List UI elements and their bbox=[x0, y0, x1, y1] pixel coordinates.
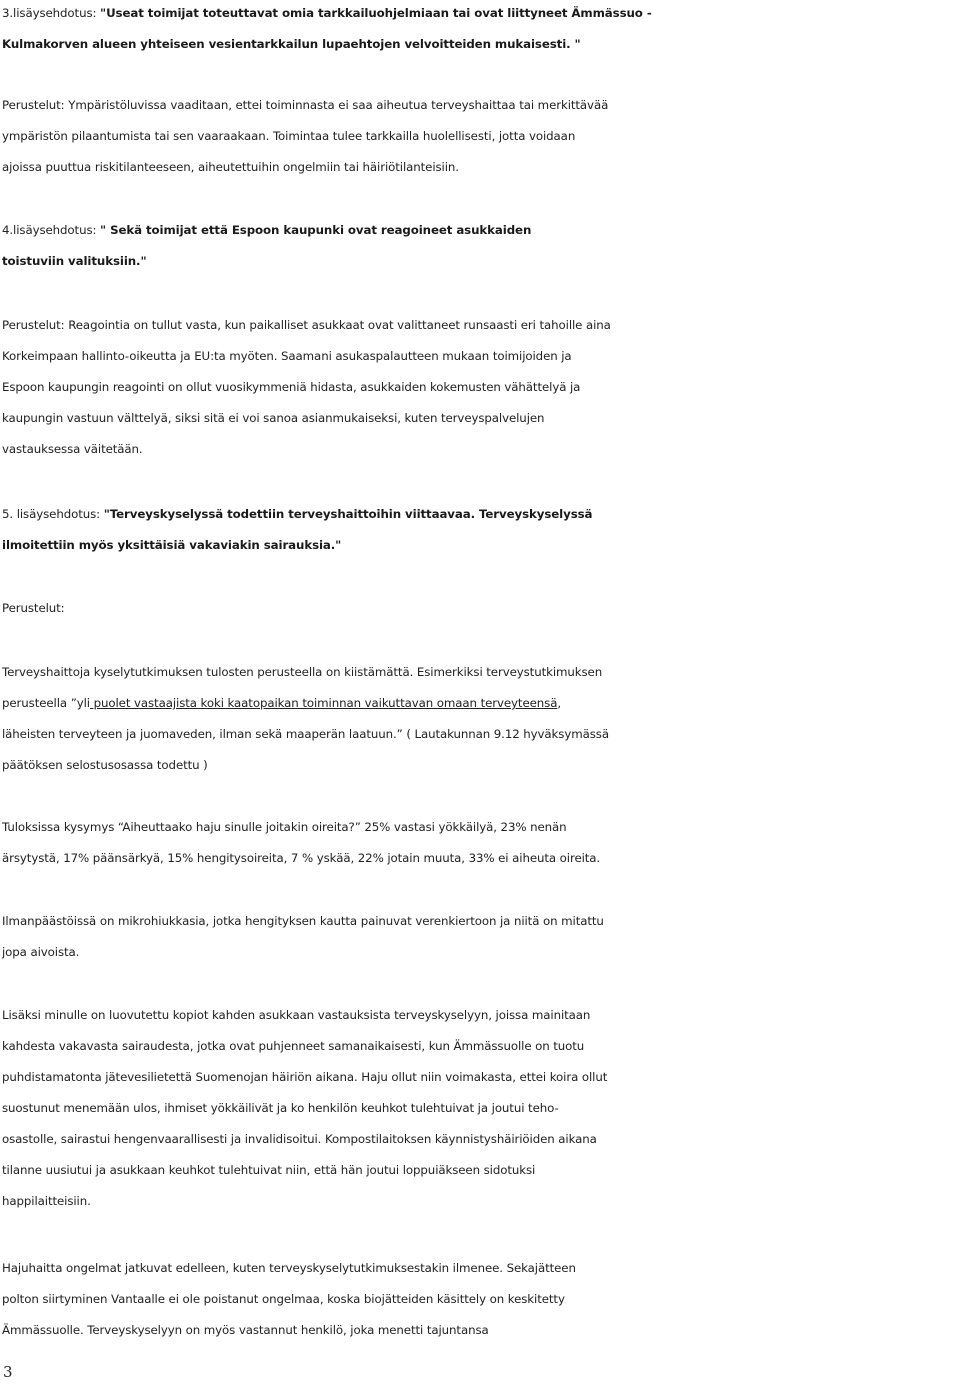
rationale-paragraph-results: Tuloksissa kysymys “Aiheuttaako haju sinulle joitakin oireita?” 25% vastasi yökkäilyä, 23% nenän ärsytystä, 17% päänsärkyä, 15% hengitysoireita, 7 % yskää, 22% jotain muuta, 33% ei aiheuta oireita. bbox=[2, 820, 601, 865]
proposal-3-heading: 3.lisäysehdotus: "Useat toimijat toteuttavat omia tarkkailuohjelmiaan tai ovat liittyneet Ämmässuo - Kulmakorven alueen yhteiseen vesientarkkailun lupaehtojen velvoitteiden mukaisesti. " bbox=[2, 6, 652, 51]
rationale-paragraph-particles: Ilmanpäästöissä on mikrohiukkasia, jotka hengityksen kautta painuvat verenkiertoon ja niitä on mitattu jopa aivoista. bbox=[2, 914, 604, 959]
rationale-paragraph-odour: Hajuhaitta ongelmat jatkuvat edelleen, kuten terveyskyselytutkimuksestakin ilmenee. Sekajätteen polton siirtyminen Vantaalle ei ole poistanut ongelmaa, koska biojätteiden käsittely on keskitetty Ämmässuolle. Terveyskyselyyn on myös vastannut henkilö, joka menetti tajuntansa bbox=[2, 1261, 576, 1337]
proposal-3-rationale: Perustelut: Ympäristöluvissa vaaditaan, ettei toiminnasta ei saa aiheutua terveyshaittaa tai merkittävää ympäristön pilaantumista tai sen vaaraakaan. Toimintaa tulee tarkkailla huolellisesti, jotta voidaan ajoissa puuttua riskitilanteeseen, aiheutettuihin ongelmiin tai häiriötilanteisiin. bbox=[2, 98, 609, 174]
proposal-5-rationale-label: Perustelut: bbox=[2, 601, 65, 615]
rationale-paragraph-cases: Lisäksi minulle on luovutettu kopiot kahden asukkaan vastauksista terveyskyselyyn, joissa mainitaan kahdesta vakavasta sairaudesta, jotka ovat puhjenneet samanaikaisesti, kun Ämmässuolle on tuotu puhdistamatonta jätevesilietettä Suomenojan häiriön aikana. Haju ollut niin voimakasta, ettei koira ollut suostunut menemään ulos, ihmiset yökkäilivät ja ko henkilön keuhkot tulehtuivat ja joutui teho- osastolle, sairastui hengenvaarallisesti ja invalidisoitui. Kompostilaitoksen käynnistyshäiriöiden aikana tilanne uusiutui ja asukkaan keuhkot tulehtuivat niin, että hän joutui loppuiäkseen sidotuksi happilaitteisiin. bbox=[2, 1008, 608, 1208]
underlined-quote: puolet vastaajista koki kaatopaikan toiminnan vaikuttavan omaan terveyteensä bbox=[89, 696, 558, 710]
rationale-paragraph-survey: Terveyshaittoja kyselytutkimuksen tulosten perusteella on kiistämättä. Esimerkiksi terveystutkimuksen perusteella ”yli puolet vastaajista koki kaatopaikan toiminnan vaikuttavan omaan terveyteensä, läheisten terveyteen ja juomaveden, ilman sekä maaperän laatuun.” ( Lautakunnan 9.12 hyväksymässä päätöksen selostusosassa todettu ) bbox=[2, 665, 609, 772]
proposal-4-rationale: Perustelut: Reagointia on tullut vasta, kun paikalliset asukkaat ovat valittaneet runsaasti eri tahoille aina Korkeimpaan hallinto-oikeutta ja EU:ta myöten. Saamani asukaspalautteen mukaan toimijoiden ja Espoon kaupungin reagointi on ollut vuosikymmeniä hidasta, asukkaiden kokemusten vähättelyä ja kaupungin vastuun välttelyä, siksi sitä ei voi sanoa asianmukaiseksi, kuten terveyspalvelujen vastauksessa väitetään. bbox=[2, 318, 611, 456]
proposal-5-heading: 5. lisäysehdotus: "Terveyskyselyssä todettiin terveyshaittoihin viittaavaa. Terveyskyselyssä ilmoitettiin myös yksittäisiä vakaviakin sairauksia." bbox=[2, 507, 593, 552]
page-number: 3 bbox=[3, 1363, 13, 1381]
proposal-4-heading: 4.lisäysehdotus: " Sekä toimijat että Espoon kaupunki ovat reagoineet asukkaiden toistuviin valituksiin." bbox=[2, 223, 532, 268]
